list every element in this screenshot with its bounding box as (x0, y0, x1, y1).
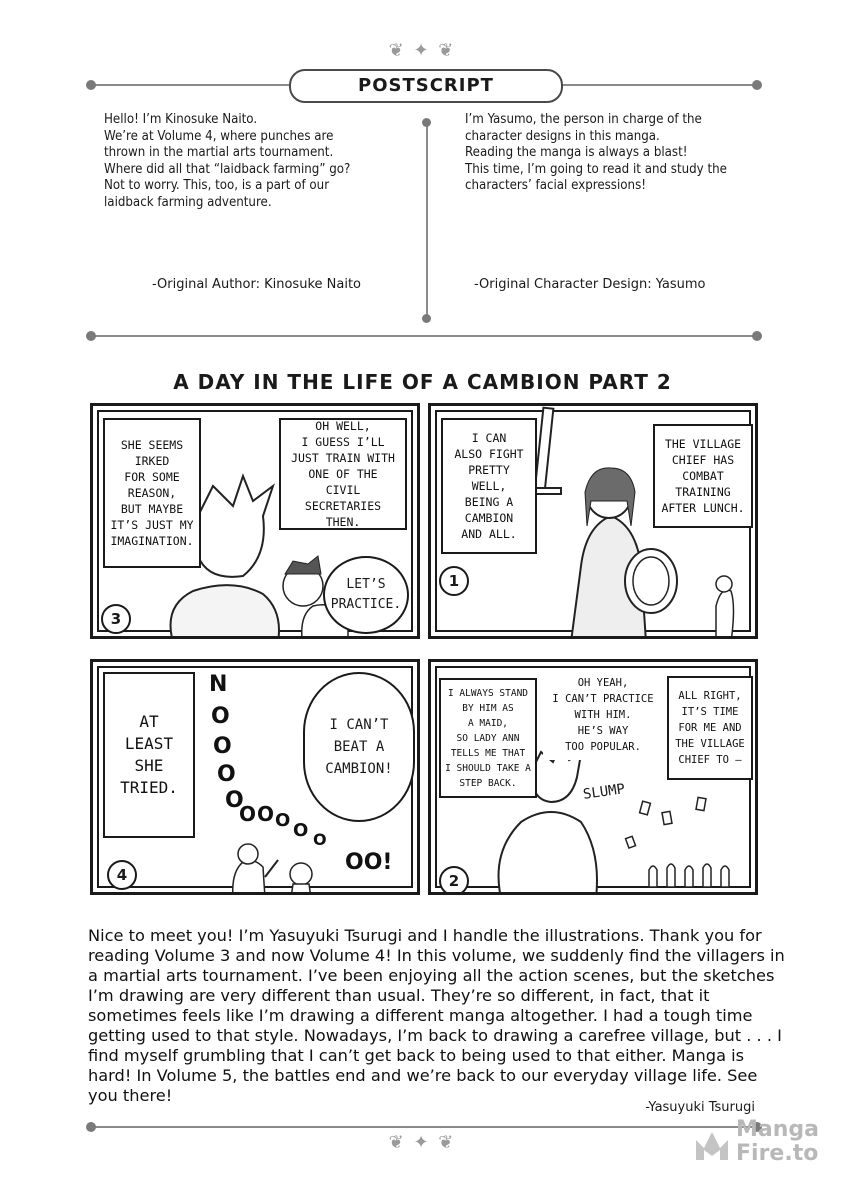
panel-1-caption-left (441, 418, 537, 554)
panel-2-caption-left-text: I ALWAYS STAND BY HIM AS A MAID, SO LADY ANN TELLS ME THAT I SHOULD TAKE A STEP BACK. (445, 687, 531, 789)
panel-3-caption-left (103, 418, 201, 568)
divider-bottom-dot (422, 314, 431, 323)
illustrator-afterword: Nice to meet you! I’m Yasuyuki Tsurugi and I handle the illustrations. Thank you for reading Volume 3 and now Volume 4! In this volume, we suddenly find the villagers in a martial arts tournament. I’ve been enjoying all the action scenes, but the sketches I’m drawing are very different than usual. They’re so different, in fact, that it sometimes feels like I’m drawing a different manga altogether. I had a tough time getting used to that style. Nowadays, I’m back to drawing a carefree village, but . . . I find myself grumbling that I can’t get back to being used to that either. Manga is hard! In Volume 5, the battles end and we’re back to our everyday village life. See you there! (88, 926, 785, 1105)
panel-3-speech-text: LET’S PRACTICE. (330, 577, 402, 612)
divider-top-dot (422, 118, 431, 127)
panel-3-speech-bubble (323, 556, 409, 634)
panel-4-caption-left (103, 672, 195, 838)
panel-3-number: 3 (101, 604, 131, 634)
panel-2-caption-right-text: ALL RIGHT, IT’S TIME FOR ME AND THE VILLAGE CHIEF TO — (675, 690, 745, 766)
designer-note-line: Reading the manga is always a blast! (465, 145, 688, 160)
panel-1-caption-right-text: THE VILLAGE CHIEF HAS COMBAT TRAINING AFTER LUNCH. (661, 437, 745, 515)
designer-note-line: character designs in this manga. (465, 128, 660, 144)
postscript-title: POSTSCRIPT (289, 69, 563, 103)
comic-panel-4 (90, 659, 420, 895)
panel-4-shout-letter: O (257, 802, 275, 826)
header-rule-left-dot (86, 80, 96, 90)
designer-signature: -Original Character Design: Yasumo (474, 277, 706, 292)
author-note-line: Not to worry. This, too, is a part of our (104, 178, 330, 193)
watermark-line-1: Manga (736, 1117, 819, 1142)
panel-1-caption-left-text: I CAN ALSO FIGHT PRETTY WELL, BEING A CAMBION AND ALL. (454, 431, 524, 541)
center-divider (426, 120, 428, 320)
header-rule-right-dot (752, 80, 762, 90)
panel-4-shout-letter: N (209, 672, 228, 697)
author-note (104, 112, 404, 211)
panel-2-caption-middle (543, 670, 663, 760)
panel-4-shout-letter: O (239, 802, 257, 826)
author-note-line: laidback farming adventure. (104, 194, 272, 210)
panel-2-number: 2 (439, 866, 469, 895)
panel-4-shout-letter: OO! (345, 850, 393, 875)
panel-2-caption-middle-text: OH YEAH, I CAN’T PRACTICE WITH HIM. HE’S WAY TOO POPULAR. (552, 677, 654, 753)
author-note-line: thrown in the martial arts tournament. (104, 145, 334, 160)
author-note-line: We’re at Volume 4, where punches are (104, 128, 334, 144)
illustrator-signature: -Yasuyuki Tsurugi (645, 1100, 755, 1115)
postscript-bottom-rule (92, 335, 756, 337)
panel-4-shout-letter: O (225, 788, 244, 813)
panel-4-shout-letter: O (211, 704, 230, 729)
designer-note-line: I’m Yasumo, the person in charge of the (465, 112, 702, 127)
panel-4-number: 4 (107, 860, 137, 890)
designer-note-line: This time, I’m going to read it and study the (465, 161, 727, 177)
bottom-rule-left-dot (86, 331, 96, 341)
top-ornament: ❦ ✦ ❦ (388, 40, 456, 61)
panel-3-caption-left-text: SHE SEEMS IRKED FOR SOME REASON, BUT MAYBE IT’S JUST MY IMAGINATION. (110, 438, 194, 548)
panel-3-caption-right-text: OH WELL, I GUESS I’LL JUST TRAIN WITH ONE OF THE CIVIL SECRETARIES THEN. (291, 419, 395, 529)
bottom-ornament: ❦ ✦ ❦ (388, 1132, 456, 1153)
footer-rule-left-dot (86, 1122, 96, 1132)
panel-4-speech-text: I CAN’T BEAT A CAMBION! (325, 717, 393, 777)
panel-1-caption-right (653, 424, 753, 528)
author-note-line: Where did all that “laidback farming” go? (104, 161, 351, 177)
panel-2-caption-right (667, 676, 753, 780)
footer-rule (92, 1126, 756, 1128)
panel-4-speech-bubble (303, 672, 415, 822)
comic-panel-2 (428, 659, 758, 895)
author-signature: -Original Author: Kinosuke Naito (152, 277, 361, 292)
author-note-line: Hello! I’m Kinosuke Naito. (104, 112, 258, 127)
panel-2-sfx: SLUMP (582, 781, 627, 803)
designer-note-line: characters’ facial expressions! (465, 178, 646, 193)
panel-4-shout-letter: O (293, 820, 309, 841)
panel-4-shout-letter: O (217, 762, 236, 787)
panel-2-caption-left (439, 678, 537, 798)
panel-3-caption-right (279, 418, 407, 530)
comic-title: A DAY IN THE LIFE OF A CAMBION PART 2 (173, 370, 672, 394)
comic-panel-1 (428, 403, 758, 639)
panel-4-shout-letter: O (313, 830, 327, 849)
watermark-line-2: Fire.to (736, 1141, 819, 1166)
panel-4-caption-left-text: AT LEAST SHE TRIED. (120, 712, 178, 797)
bottom-rule-right-dot (752, 331, 762, 341)
panel-1-number: 1 (439, 566, 469, 596)
panel-4-shout-letter: O (213, 734, 232, 759)
panel-4-shout-letter: O (275, 810, 291, 831)
comic-panel-3 (90, 403, 420, 639)
flame-logo-icon (692, 1126, 732, 1162)
designer-note (465, 112, 765, 195)
